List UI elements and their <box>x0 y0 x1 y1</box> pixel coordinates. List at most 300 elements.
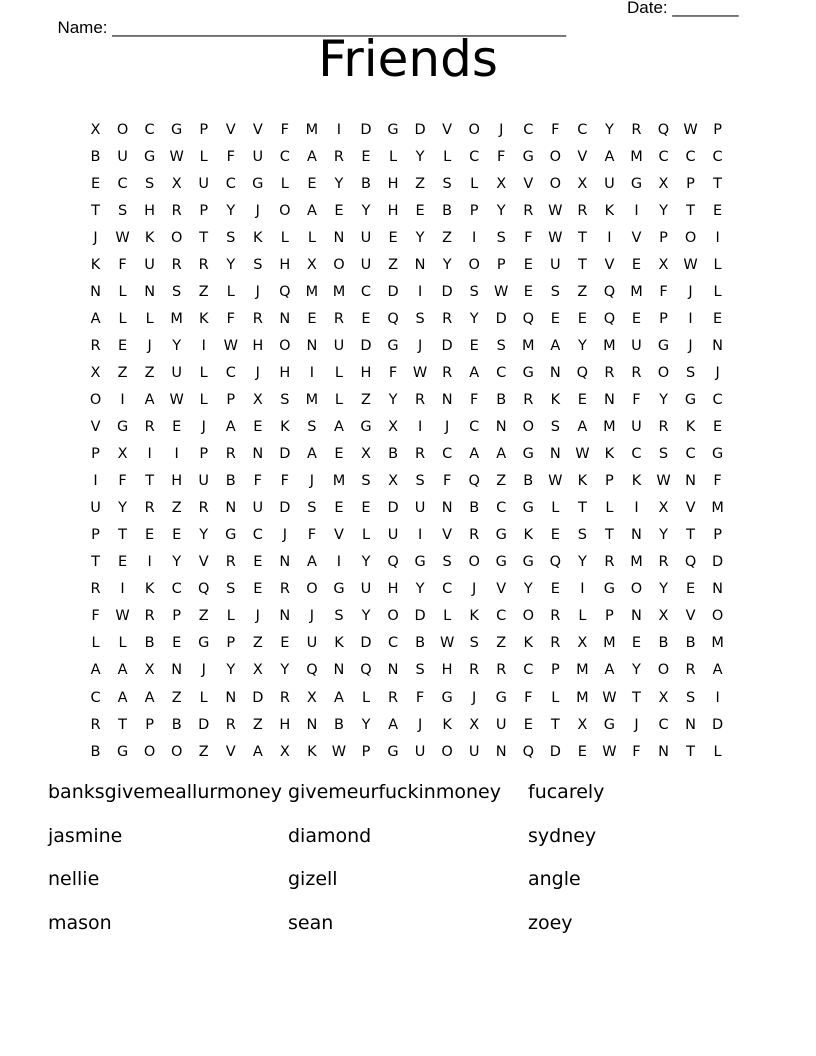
grid-letter: G <box>414 554 426 571</box>
grid-letter: M <box>711 635 724 652</box>
grid-letter: C <box>631 446 642 463</box>
grid-letter: T <box>118 527 127 544</box>
grid-letter: U <box>360 229 372 246</box>
grid-letter: J <box>201 662 206 679</box>
grid-letter: C <box>469 419 480 436</box>
grid-letter: L <box>145 310 154 327</box>
grid-letter: T <box>577 256 587 273</box>
grid-letter: E <box>145 527 155 544</box>
grid-letter: A <box>604 662 615 679</box>
grid-letter: N <box>225 500 237 517</box>
grid-letter: I <box>336 554 342 571</box>
grid-letter: S <box>469 283 479 300</box>
grid-letter: R <box>144 419 155 436</box>
grid-letter: R <box>333 148 344 165</box>
grid-letter: L <box>334 364 343 381</box>
grid-letter: H <box>144 202 156 219</box>
grid-letter: E <box>117 554 128 571</box>
grid-letter: O <box>170 229 183 246</box>
grid-letter: F <box>91 608 100 625</box>
grid-letter: R <box>550 635 561 652</box>
grid-letter: W <box>115 229 130 246</box>
grid-letter: E <box>117 337 128 354</box>
grid-letter: N <box>414 256 426 273</box>
grid-letter: Z <box>171 689 182 706</box>
grid-letter: P <box>659 310 668 327</box>
grid-letter: M <box>630 554 643 571</box>
grid-letter: O <box>468 121 480 138</box>
grid-letter: E <box>577 391 587 408</box>
grid-letter: R <box>144 608 155 625</box>
grid-letter: P <box>659 229 668 246</box>
word-list-item: fucarely <box>528 781 605 803</box>
grid-letter: C <box>225 364 236 381</box>
grid-letter: L <box>280 229 289 246</box>
grid-letter: M <box>522 337 535 354</box>
grid-letter: V <box>333 527 344 544</box>
grid-letter: Y <box>659 527 668 544</box>
grid-letter: O <box>306 581 318 598</box>
grid-letter: P <box>91 527 100 544</box>
grid-letter: C <box>225 175 236 192</box>
grid-letter: M <box>332 283 346 300</box>
grid-letter: Y <box>226 256 236 273</box>
grid-letter: N <box>90 283 101 300</box>
grid-letter: B <box>171 716 182 733</box>
grid-letter: C <box>523 662 534 679</box>
grid-letter: J <box>282 527 287 544</box>
grid-letter: E <box>307 175 317 192</box>
grid-letter: F <box>226 310 235 327</box>
name-field-label: Name: ________________________________________________ <box>57 18 567 37</box>
grid-letter: S <box>334 608 344 625</box>
grid-letter: R <box>171 256 182 273</box>
grid-letter: F <box>632 743 641 760</box>
grid-letter: F <box>307 527 317 544</box>
grid-letter: E <box>280 635 290 652</box>
grid-letter: B <box>333 716 344 733</box>
grid-letter: D <box>198 716 210 733</box>
grid-letter: B <box>523 473 534 490</box>
grid-letter: G <box>225 527 237 544</box>
grid-letter: S <box>415 310 425 327</box>
grid-letter: I <box>120 391 125 408</box>
grid-letter: C <box>252 527 263 544</box>
grid-letter: X <box>306 689 317 706</box>
grid-letter: W <box>439 635 455 652</box>
grid-row <box>82 738 731 765</box>
grid-letter: P <box>469 202 479 219</box>
grid-letter: N <box>306 716 318 733</box>
grid-letter: G <box>522 500 534 517</box>
grid-letter: E <box>631 310 642 327</box>
grid-letter: Y <box>361 554 371 571</box>
grid-letter: R <box>144 500 155 517</box>
grid-letter: R <box>442 364 453 381</box>
grid-letter: W <box>331 743 347 760</box>
grid-letter: E <box>523 716 533 733</box>
grid-letter: H <box>387 202 399 219</box>
grid-letter: P <box>226 391 236 408</box>
grid-letter: A <box>388 716 398 733</box>
grid-letter: M <box>332 473 346 490</box>
grid-letter: C <box>144 121 155 138</box>
grid-letter: G <box>198 635 210 652</box>
grid-letter: L <box>334 391 343 408</box>
grid-letter: U <box>117 148 128 165</box>
grid-letter: Y <box>280 662 290 679</box>
grid-letter: J <box>688 337 693 354</box>
grid-letter: I <box>174 446 179 463</box>
grid-letter: Z <box>198 608 209 625</box>
grid-letter: O <box>549 148 562 165</box>
grid-letter: L <box>713 743 722 760</box>
grid-letter: E <box>713 202 723 219</box>
grid-letter: N <box>441 391 453 408</box>
grid-letter: R <box>631 121 642 138</box>
grid-row <box>82 414 731 441</box>
grid-letter: E <box>334 202 344 219</box>
grid-letter: I <box>417 419 423 436</box>
grid-letter: N <box>495 419 507 436</box>
grid-letter: H <box>279 716 291 733</box>
grid-letter: Q <box>522 310 534 327</box>
grid-letter: N <box>387 662 399 679</box>
grid-letter: L <box>199 364 208 381</box>
grid-letter: N <box>712 337 724 354</box>
grid-letter: S <box>307 419 317 436</box>
grid-letter: J <box>201 419 206 436</box>
grid-letter: V <box>496 581 507 598</box>
grid-letter: D <box>360 337 372 354</box>
grid-letter: V <box>442 527 453 544</box>
grid-letter: P <box>199 446 209 463</box>
grid-letter: S <box>685 689 696 706</box>
grid-letter: D <box>495 310 507 327</box>
grid-letter: D <box>279 446 291 463</box>
grid-letter: L <box>551 689 560 706</box>
grid-letter: N <box>171 662 183 679</box>
grid-letter: E <box>361 148 371 165</box>
grid-letter: A <box>469 364 480 381</box>
grid-letter: S <box>550 419 560 436</box>
grid-letter: E <box>307 310 317 327</box>
grid-letter: G <box>387 337 399 354</box>
grid-letter: R <box>469 662 480 679</box>
grid-letter: W <box>656 473 671 490</box>
grid-letter: W <box>548 202 563 219</box>
grid-letter: L <box>470 175 479 192</box>
grid-letter: O <box>279 202 291 219</box>
grid-letter: I <box>580 581 585 598</box>
grid-letter: W <box>412 364 428 381</box>
grid-letter: B <box>225 473 236 490</box>
grid-letter: C <box>685 148 696 165</box>
grid-letter: A <box>90 310 101 327</box>
grid-letter: X <box>469 716 480 733</box>
grid-letter: E <box>631 635 642 652</box>
grid-letter: B <box>415 635 426 652</box>
grid-letter: G <box>171 121 183 138</box>
grid-letter: E <box>172 635 182 652</box>
grid-letter: Z <box>442 229 453 246</box>
grid-letter: H <box>171 473 183 490</box>
grid-letter: B <box>90 148 101 165</box>
grid-letter: Y <box>226 662 236 679</box>
word-list-item: mason <box>48 911 112 934</box>
grid-letter: Q <box>657 121 670 138</box>
grid-letter: M <box>305 121 319 138</box>
grid-letter: P <box>199 202 209 219</box>
grid-letter: D <box>360 635 372 652</box>
grid-letter: M <box>170 310 183 327</box>
grid-letter: M <box>576 689 589 706</box>
grid-letter: O <box>116 121 129 138</box>
grid-letter: I <box>120 581 125 598</box>
grid-letter: D <box>441 283 453 300</box>
grid-letter: U <box>631 419 642 436</box>
grid-row <box>82 332 731 359</box>
grid-letter: Z <box>144 364 155 381</box>
grid-letter: E <box>334 500 344 517</box>
grid-letter: I <box>715 229 720 246</box>
grid-letter: W <box>602 743 617 760</box>
grid-row <box>82 305 731 332</box>
grid-letter: X <box>252 662 263 679</box>
word-list-item: sydney <box>528 824 597 847</box>
grid-letter: V <box>577 148 588 165</box>
grid-letter: S <box>685 364 696 381</box>
grid-letter: J <box>255 283 260 300</box>
grid-letter: O <box>657 364 670 381</box>
grid-letter: L <box>443 608 452 625</box>
grid-letter: R <box>90 716 101 733</box>
grid-letter: I <box>472 229 477 246</box>
grid-letter: W <box>683 256 698 273</box>
grid-letter: N <box>441 500 453 517</box>
grid-letter: X <box>658 689 669 706</box>
grid-letter: S <box>496 337 506 354</box>
grid-letter: U <box>360 581 372 598</box>
grid-letter: V <box>225 743 236 760</box>
grid-letter: V <box>252 121 263 138</box>
grid-letter: E <box>253 554 263 571</box>
grid-letter: W <box>115 608 130 625</box>
grid-letter: N <box>306 337 318 354</box>
grid-letter: P <box>713 527 722 544</box>
grid-letter: I <box>634 202 639 219</box>
grid-letter: K <box>144 581 155 598</box>
grid-letter: O <box>170 743 183 760</box>
grid-letter: G <box>143 148 156 165</box>
grid-letter: O <box>468 256 480 273</box>
grid-letter: R <box>604 364 615 381</box>
grid-letter: O <box>549 175 562 192</box>
grid-letter: Q <box>360 662 372 679</box>
grid-letter: U <box>414 743 426 760</box>
grid-letter: G <box>630 175 643 192</box>
grid-letter: R <box>279 581 290 598</box>
grid-letter: P <box>496 256 506 273</box>
grid-letter: V <box>685 608 696 625</box>
grid-letter: I <box>201 337 206 354</box>
grid-letter: O <box>657 662 670 679</box>
grid-letter: T <box>604 527 614 544</box>
grid-letter: O <box>279 337 291 354</box>
grid-letter: F <box>524 689 533 706</box>
grid-letter: E <box>172 419 182 436</box>
grid-letter: C <box>496 608 507 625</box>
grid-letter: S <box>253 256 263 273</box>
grid-letter: A <box>144 689 155 706</box>
grid-letter: L <box>578 608 587 625</box>
grid-letter: S <box>442 554 452 571</box>
grid-letter: Q <box>306 662 318 679</box>
grid-letter: U <box>252 500 264 517</box>
grid-letter: R <box>658 419 669 436</box>
grid-row <box>82 495 731 522</box>
grid-letter: G <box>522 148 534 165</box>
grid-letter: Y <box>523 581 533 598</box>
grid-letter: Y <box>172 337 182 354</box>
grid-letter: Q <box>522 743 534 760</box>
grid-letter: C <box>279 148 290 165</box>
grid-letter: X <box>279 743 290 760</box>
grid-letter: L <box>443 148 452 165</box>
word-list-item: sean <box>288 911 334 934</box>
grid-letter: U <box>495 716 507 733</box>
grid-letter: C <box>577 121 588 138</box>
grid-letter: G <box>657 337 670 354</box>
grid-letter: I <box>309 364 315 381</box>
grid-letter: X <box>658 608 669 625</box>
grid-letter: H <box>441 662 453 679</box>
grid-letter: F <box>497 148 506 165</box>
grid-letter: R <box>523 202 534 219</box>
grid-letter: I <box>93 473 98 490</box>
grid-letter: T <box>145 473 155 490</box>
grid-letter: T <box>577 500 587 517</box>
grid-letter: X <box>577 175 588 192</box>
grid-letter: C <box>523 121 534 138</box>
grid-letter: U <box>631 337 642 354</box>
grid-letter: L <box>280 175 289 192</box>
grid-letter: C <box>685 446 696 463</box>
grid-letter: P <box>605 473 614 490</box>
grid-letter: P <box>361 743 371 760</box>
grid-letter: B <box>388 446 399 463</box>
grid-letter: S <box>172 283 182 300</box>
grid-row <box>82 603 731 630</box>
grid-letter: Z <box>117 364 128 381</box>
grid-letter: K <box>307 743 317 760</box>
grid-letter: J <box>255 202 260 219</box>
grid-letter: U <box>198 473 210 490</box>
grid-letter: H <box>279 256 291 273</box>
grid-letter: G <box>603 581 616 598</box>
grid-letter: G <box>441 689 453 706</box>
grid-letter: V <box>198 554 209 571</box>
grid-letter: Y <box>172 554 182 571</box>
grid-letter: D <box>252 689 264 706</box>
grid-letter: K <box>198 310 209 327</box>
grid-letter: M <box>630 283 643 300</box>
grid-letter: X <box>252 391 263 408</box>
grid-letter: X <box>306 256 317 273</box>
grid-letter: C <box>442 446 453 463</box>
grid-row <box>82 441 731 468</box>
grid-letter: I <box>607 229 612 246</box>
grid-letter: Y <box>496 202 506 219</box>
grid-letter: T <box>118 716 127 733</box>
grid-letter: Y <box>415 581 425 598</box>
grid-letter: E <box>361 500 371 517</box>
grid-letter: L <box>118 635 127 652</box>
grid-letter: D <box>414 608 426 625</box>
grid-letter: A <box>469 446 480 463</box>
grid-letter: Y <box>361 716 371 733</box>
grid-letter: G <box>333 581 345 598</box>
grid-letter: A <box>333 689 344 706</box>
grid-letter: D <box>712 554 724 571</box>
grid-letter: E <box>172 527 182 544</box>
grid-letter: R <box>198 256 209 273</box>
grid-row <box>82 224 731 251</box>
grid-letter: R <box>252 310 263 327</box>
grid-letter: Z <box>198 743 209 760</box>
grid-letter: R <box>685 662 696 679</box>
grid-letter: T <box>686 527 695 544</box>
grid-letter: N <box>333 229 345 246</box>
grid-letter: W <box>683 121 698 138</box>
grid-letter: Y <box>659 202 668 219</box>
grid-letter: W <box>548 473 563 490</box>
grid-letter: P <box>226 635 236 652</box>
grid-letter: N <box>279 310 291 327</box>
grid-letter: Y <box>415 229 425 246</box>
grid-letter: U <box>252 148 264 165</box>
grid-letter: G <box>495 527 507 544</box>
grid-letter: X <box>388 419 398 436</box>
grid-letter: A <box>306 554 317 571</box>
grid-letter: S <box>117 202 128 219</box>
grid-letter: W <box>575 446 590 463</box>
grid-letter: Y <box>442 256 452 273</box>
grid-letter: H <box>360 364 372 381</box>
grid-letter: K <box>523 635 534 652</box>
grid-letter: V <box>90 419 101 436</box>
grid-letter: N <box>495 743 507 760</box>
grid-letter: S <box>550 283 560 300</box>
grid-letter: O <box>630 581 643 598</box>
grid-letter: L <box>307 229 316 246</box>
grid-letter: C <box>442 581 453 598</box>
grid-row <box>82 116 731 143</box>
grid-letter: X <box>577 716 588 733</box>
grid-letter: O <box>522 608 534 625</box>
grid-letter: S <box>415 473 425 490</box>
grid-letter: M <box>603 635 616 652</box>
grid-letter: D <box>360 121 372 138</box>
grid-letter: Y <box>659 391 668 408</box>
grid-letter: N <box>279 554 291 571</box>
grid-letter: W <box>494 283 509 300</box>
grid-letter: T <box>686 202 695 219</box>
grid-letter: C <box>712 148 723 165</box>
grid-letter: R <box>333 310 344 327</box>
grid-letter: L <box>199 148 208 165</box>
grid-letter: Q <box>387 310 399 327</box>
